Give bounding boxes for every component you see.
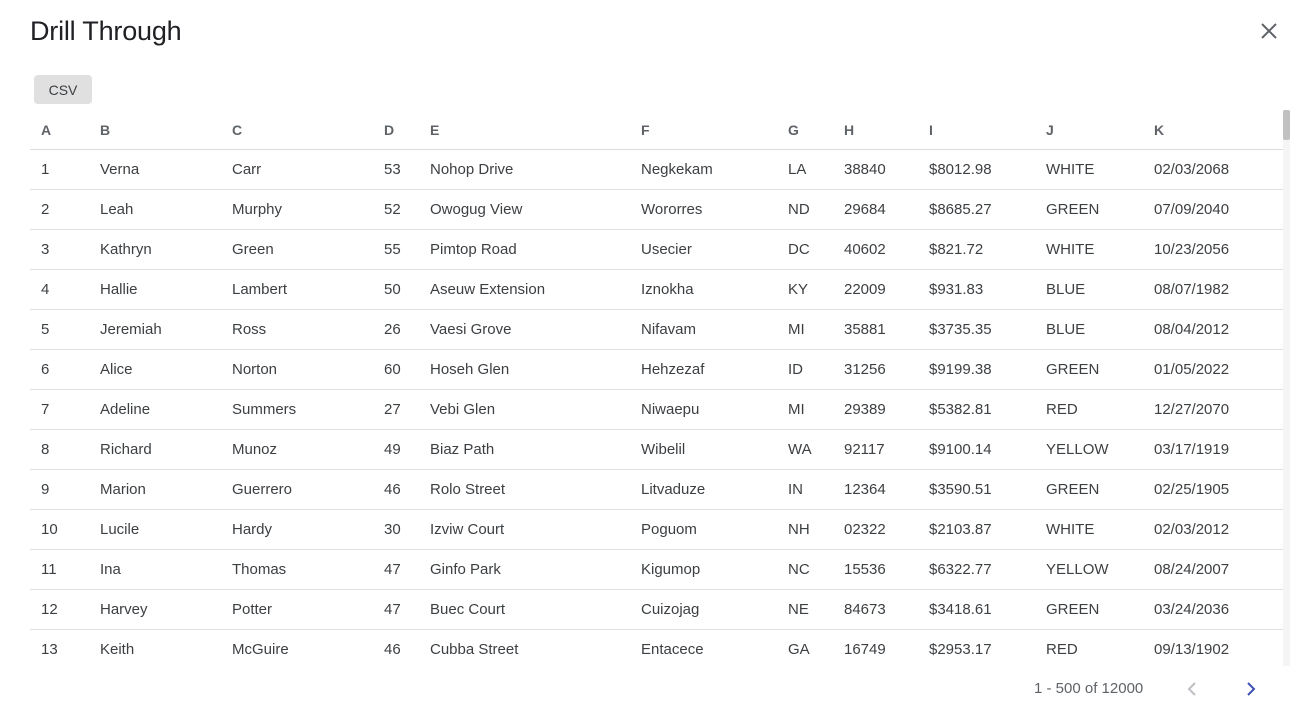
table-cell: Keith [89,629,221,666]
table-cell: BLUE [1035,309,1143,349]
table-cell: 10/23/2056 [1143,229,1283,269]
table-cell: 5 [30,309,89,349]
table-cell: MI [777,389,833,429]
table-cell: Guerrero [221,469,373,509]
table-cell: 47 [373,549,419,589]
table-cell: Marion [89,469,221,509]
table-cell: 15536 [833,549,918,589]
column-header-i[interactable]: I [918,110,1035,149]
table-cell: 55 [373,229,419,269]
csv-export-button[interactable]: CSV [34,75,92,104]
table-cell: $9199.38 [918,349,1035,389]
table-cell: Kigumop [630,549,777,589]
table-cell: Litvaduze [630,469,777,509]
table-cell: 12/27/2070 [1143,389,1283,429]
table-cell: $821.72 [918,229,1035,269]
table-cell: $931.83 [918,269,1035,309]
table-cell: Hehzezaf [630,349,777,389]
table-cell: GREEN [1035,469,1143,509]
table-cell: RED [1035,629,1143,666]
table-cell: 38840 [833,149,918,189]
table-cell: Kathryn [89,229,221,269]
table-cell: 12 [30,589,89,629]
table-cell: MI [777,309,833,349]
chevron-left-icon [1186,681,1198,697]
table-cell: Lambert [221,269,373,309]
pagination-range: 1 - 500 of 12000 [1034,680,1144,697]
table-cell: ND [777,189,833,229]
close-icon [1260,22,1278,40]
table-cell: NC [777,549,833,589]
table-cell: Adeline [89,389,221,429]
table-cell: Cuizojag [630,589,777,629]
table-cell: 02/03/2068 [1143,149,1283,189]
table-cell: 47 [373,589,419,629]
table-cell: Potter [221,589,373,629]
table-cell: 9 [30,469,89,509]
table-cell: 7 [30,389,89,429]
table-cell: Usecier [630,229,777,269]
table-cell: 13 [30,629,89,666]
table-cell: 46 [373,629,419,666]
table-cell: $3735.35 [918,309,1035,349]
table-cell: $6322.77 [918,549,1035,589]
table-cell: Ross [221,309,373,349]
table-row[interactable] [30,469,1283,509]
table-cell: Wibelil [630,429,777,469]
table-cell: 02/25/1905 [1143,469,1283,509]
table-cell: Harvey [89,589,221,629]
table-cell: 3 [30,229,89,269]
table-cell: 22009 [833,269,918,309]
table-cell: 26 [373,309,419,349]
table-cell: Wororres [630,189,777,229]
table-cell: 27 [373,389,419,429]
table-cell: Munoz [221,429,373,469]
table-cell: Izviw Court [419,509,630,549]
table-cell: 08/04/2012 [1143,309,1283,349]
data-table-container[interactable] [30,110,1283,666]
table-cell: Cubba Street [419,629,630,666]
table-cell: Nohop Drive [419,149,630,189]
chevron-right-icon [1245,681,1257,697]
table-cell: 29389 [833,389,918,429]
table-cell: 02/03/2012 [1143,509,1283,549]
table-cell: 09/13/1902 [1143,629,1283,666]
table-cell: DC [777,229,833,269]
table-row[interactable] [30,549,1283,589]
table-cell: WHITE [1035,509,1143,549]
table-cell: NH [777,509,833,549]
table-row[interactable] [30,189,1283,229]
table-cell: 40602 [833,229,918,269]
table-cell: $2103.87 [918,509,1035,549]
table-row[interactable] [30,349,1283,389]
table-cell: 30 [373,509,419,549]
table-cell: Summers [221,389,373,429]
table-cell: 03/24/2036 [1143,589,1283,629]
table-cell: Richard [89,429,221,469]
table-cell: $3590.51 [918,469,1035,509]
table-cell: KY [777,269,833,309]
table-cell: GREEN [1035,589,1143,629]
table-cell: Carr [221,149,373,189]
table-row[interactable] [30,389,1283,429]
table-cell: 02322 [833,509,918,549]
table-cell: Hardy [221,509,373,549]
previous-page-button[interactable] [1181,678,1203,700]
column-header-g[interactable]: G [777,110,833,149]
table-cell: Hallie [89,269,221,309]
table-cell: Poguom [630,509,777,549]
table-cell: GA [777,629,833,666]
table-cell: 01/05/2022 [1143,349,1283,389]
table-cell: $8012.98 [918,149,1035,189]
table-cell: 50 [373,269,419,309]
table-cell: 60 [373,349,419,389]
table-cell: Nifavam [630,309,777,349]
table-cell: Biaz Path [419,429,630,469]
table-cell: Ina [89,549,221,589]
table-cell: Murphy [221,189,373,229]
column-header-c[interactable]: C [221,110,373,149]
table-cell: $5382.81 [918,389,1035,429]
table-row[interactable] [30,629,1283,666]
table-cell: Iznokha [630,269,777,309]
table-cell: WA [777,429,833,469]
table-cell: 92117 [833,429,918,469]
table-cell: Green [221,229,373,269]
column-header-j[interactable]: J [1035,110,1143,149]
table-cell: Entacece [630,629,777,666]
table-cell: WHITE [1035,229,1143,269]
table-cell: 1 [30,149,89,189]
next-page-button[interactable] [1240,678,1262,700]
table-cell: Owogug View [419,189,630,229]
table-cell: 35881 [833,309,918,349]
table-cell: 49 [373,429,419,469]
table-cell: McGuire [221,629,373,666]
column-header-h[interactable]: H [833,110,918,149]
table-cell: $3418.61 [918,589,1035,629]
table-cell: Vaesi Grove [419,309,630,349]
vertical-scrollbar-thumb[interactable] [1283,110,1290,140]
table-row[interactable] [30,149,1283,189]
table-cell: 46 [373,469,419,509]
table-cell: $2953.17 [918,629,1035,666]
column-header-f[interactable]: F [630,110,777,149]
table-cell: 16749 [833,629,918,666]
table-cell: 29684 [833,189,918,229]
table-cell: Niwaepu [630,389,777,429]
table-cell: 07/09/2040 [1143,189,1283,229]
table-cell: Pimtop Road [419,229,630,269]
close-button[interactable] [1256,18,1282,44]
table-cell: 2 [30,189,89,229]
table-cell: Rolo Street [419,469,630,509]
table-row[interactable] [30,509,1283,549]
table-cell: Thomas [221,549,373,589]
dialog-title: Drill Through [30,16,182,46]
table-cell: 4 [30,269,89,309]
table-cell: 08/24/2007 [1143,549,1283,589]
table-cell: 8 [30,429,89,469]
table-cell: 10 [30,509,89,549]
table-row[interactable] [30,269,1283,309]
column-header-e[interactable]: E [419,110,630,149]
table-cell: 84673 [833,589,918,629]
table-cell: 03/17/1919 [1143,429,1283,469]
table-cell: RED [1035,389,1143,429]
table-cell: 53 [373,149,419,189]
table-cell: 6 [30,349,89,389]
table-cell: 08/07/1982 [1143,269,1283,309]
table-body [30,149,1283,666]
table-row[interactable] [30,429,1283,469]
vertical-scrollbar-track[interactable] [1283,110,1290,666]
table-cell: GREEN [1035,189,1143,229]
table-cell: YELLOW [1035,429,1143,469]
table-cell: $9100.14 [918,429,1035,469]
table-cell: Lucile [89,509,221,549]
data-table [30,110,1283,666]
table-cell: Alice [89,349,221,389]
table-cell: 11 [30,549,89,589]
table-row[interactable] [30,229,1283,269]
table-cell: Leah [89,189,221,229]
column-header-b[interactable]: B [89,110,221,149]
table-cell: Hoseh Glen [419,349,630,389]
table-cell: Jeremiah [89,309,221,349]
table-cell: $8685.27 [918,189,1035,229]
table-cell: ID [777,349,833,389]
column-header-d[interactable]: D [373,110,419,149]
column-header-k[interactable]: K [1143,110,1283,149]
table-cell: Aseuw Extension [419,269,630,309]
table-cell: NE [777,589,833,629]
table-cell: LA [777,149,833,189]
table-row[interactable] [30,309,1283,349]
table-cell: Vebi Glen [419,389,630,429]
table-cell: Ginfo Park [419,549,630,589]
table-cell: GREEN [1035,349,1143,389]
table-cell: Negkekam [630,149,777,189]
table-cell: 12364 [833,469,918,509]
table-cell: WHITE [1035,149,1143,189]
table-cell: 31256 [833,349,918,389]
table-cell: BLUE [1035,269,1143,309]
table-cell: YELLOW [1035,549,1143,589]
table-cell: Norton [221,349,373,389]
table-cell: Buec Court [419,589,630,629]
table-cell: 52 [373,189,419,229]
table-cell: Verna [89,149,221,189]
column-header-a[interactable]: A [30,110,89,149]
table-row[interactable] [30,589,1283,629]
table-cell: IN [777,469,833,509]
table-header-row [30,110,1283,149]
